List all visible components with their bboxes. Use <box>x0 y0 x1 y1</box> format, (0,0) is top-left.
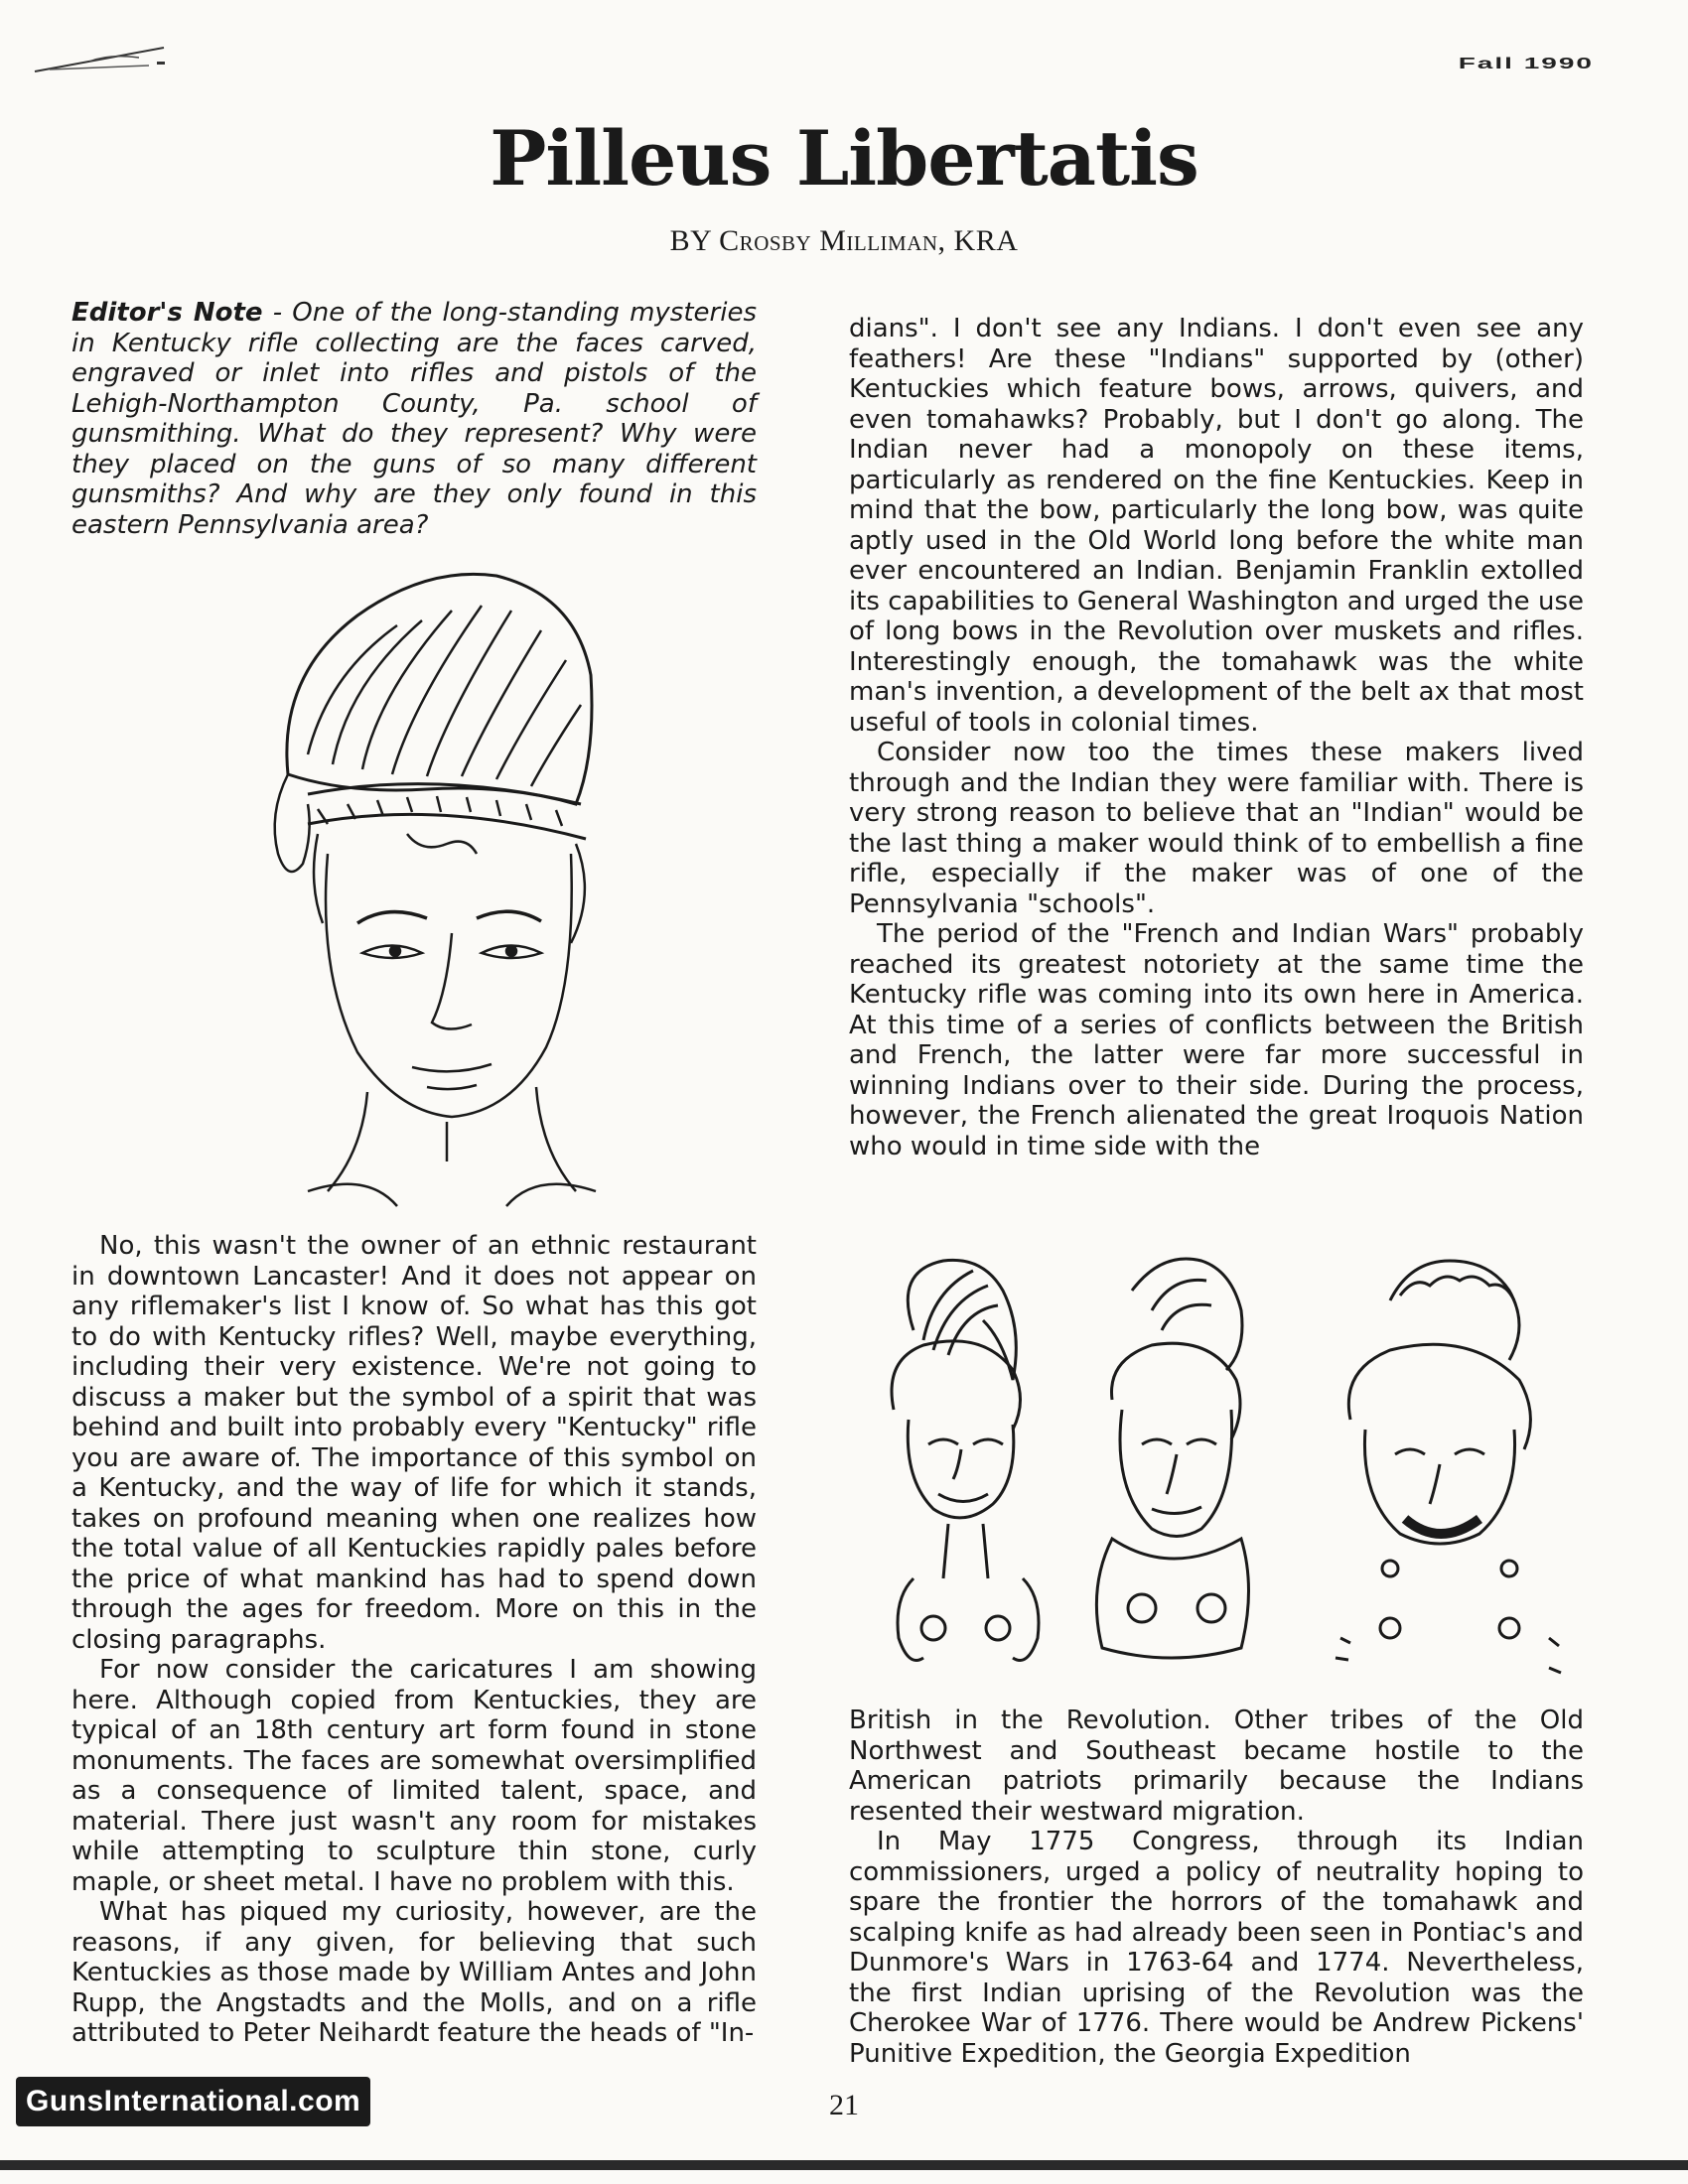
site-watermark: GunsInternational.com <box>16 2077 370 2126</box>
editors-note-text: - One of the long-standing mysteries in Kentucky rifle collecting are the faces carved, engraved or inlet into rifles and pistols of the Lehigh-Northampton County, Pa. school of gunsmithing. What do they represent? Why were they placed on the guns of so many different gunsmiths? And why are they only found in this eastern Pennsylvania area? <box>71 298 758 540</box>
caricature-face-right <box>1336 1261 1561 1673</box>
caricature-face-center <box>1096 1259 1248 1658</box>
caricature-face-left <box>892 1260 1039 1660</box>
paragraph: In May 1775 Congress, through its Indian commissioners, urged a policy of neutrality hoping to spare the frontier the horrors of the tomahawk and scalping knife as had already been seen in Pontiac's and Dunmore's Wars in 1763-64 and 1774. Nevertheless, the first Indian uprising of the Revolution was the Cherokee War of 1776. There would be Andrew Pickens' Punitive Expedition, the Georgia Expedition <box>849 1827 1584 2069</box>
paragraph: For now consider the caricatures I am showing here. Although copied from Kentuckies, they are typical of an 18th century art form found in stone monuments. The faces are somewhat oversimplified as a consequence of limited talent, space, and material. There just wasn't any room for mistakes while attempting to sculpture thin stone, curly maple, or sheet metal. I have no problem with this. <box>71 1655 757 1897</box>
pen-logo-icon <box>30 40 169 79</box>
three-faces-illustration <box>874 1251 1589 1688</box>
issue-season: Fall 1990 <box>1458 55 1594 72</box>
paragraph: No, this wasn't the owner of an ethnic restaurant in downtown Lancaster! And it does not appear on any riflemaker's list I know of. So what has this got to do with Kentucky rifles? Well, maybe everything, including their very existence. We're not going to discuss a maker but the symbol of a spirit that was behind and built into probably every "Kentucky" rifle you are aware of. The importance of this symbol on a Kentucky, and the way of life for which it stands, takes on profound meaning when one realizes how the total value of all Kentuckies rapidly pales before the price of what mankind has had to spend down through the ages for freedom. More on this in the closing paragraphs. <box>71 1231 757 1655</box>
article-title: Pilleus Libertatis <box>490 114 1198 203</box>
liberty-cap-face-illustration <box>248 556 645 1211</box>
article-byline: BY Crosby Milliman, KRA <box>669 224 1019 257</box>
paragraph: Consider now too the times these makers lived through and the Indian they were familiar with. There is very strong reason to believe that an "Indian" would be the last thing a maker would think of to embellish a fine rifle, especially if the maker was of one of the Pennsylvania "schools". <box>849 738 1584 919</box>
paragraph: The period of the "French and Indian Wars" probably reached its greatest notoriety at the same time the Kentucky rifle was coming into its own here in America. At this time of a series of conflicts between the British and French, the latter were far more successful in winning Indians over to their side. During the process, however, the French alienated the great Iroquois Nation who would in time side with the <box>849 919 1584 1161</box>
paragraph: dians". I don't see any Indians. I don't even see any feathers! Are these "Indians" supported by (other) Kentuckies which feature bows, arrows, quivers, and even tomahawks? Probably, but I don't go along. The Indian never had a monopoly on these items, particularly as rendered on the fine Kentuckies. Keep in mind that the bow, particularly the long bow, was quite aptly used in the Old World long before the white man ever encountered an Indian. Benjamin Franklin extolled its capabilities to General Washington and urged the use of long bows in the Revolution over muskets and rifles. Interestingly enough, the tomahawk was the white man's invention, a development of the belt ax that most useful of tools in colonial times. <box>849 314 1584 738</box>
paragraph: What has piqued my curiosity, however, are the reasons, if any given, for believing that such Kentuckies as those made by William Antes and John Rupp, the Angstadts and the Molls, and on a rifle attributed to Peter Neihardt feature the heads of "In- <box>71 1897 757 2048</box>
page-number: 21 <box>829 2089 859 2121</box>
right-column-bottom <box>849 1706 1584 2069</box>
editors-note <box>71 298 757 540</box>
left-column-body <box>71 1231 757 2049</box>
bottom-rule <box>0 2160 1688 2170</box>
editors-note-lead: Editor's Note <box>71 298 263 328</box>
paragraph: British in the Revolution. Other tribes of the Old Northwest and Southeast became hostile to the American patriots primarily because the Indians resented their westward migration. <box>849 1706 1584 1827</box>
right-column-top <box>849 314 1584 1161</box>
